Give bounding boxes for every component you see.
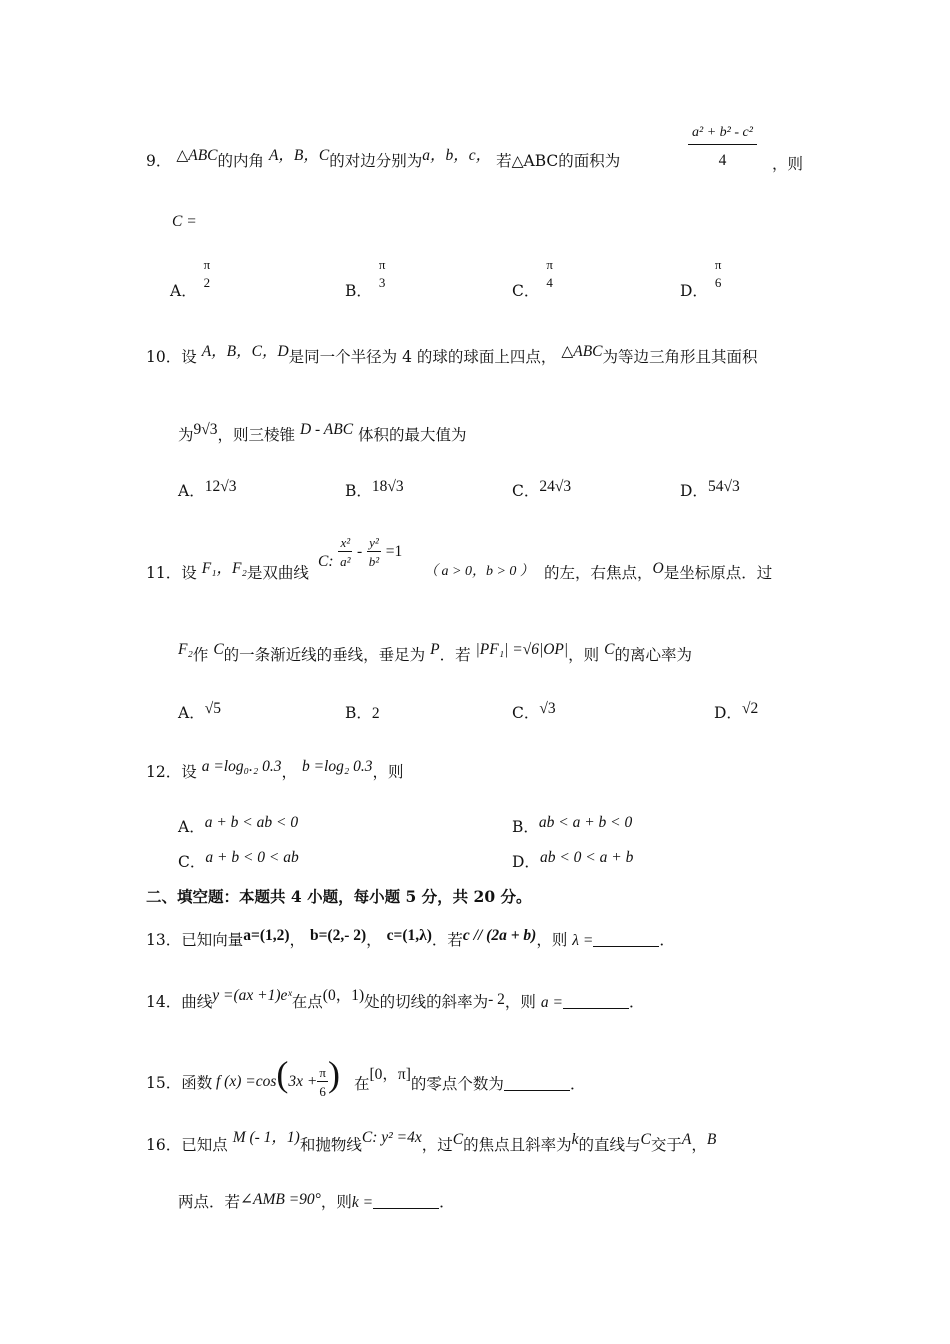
- text: 交于: [650, 1136, 682, 1154]
- text: ，则: [320, 1193, 352, 1211]
- option-label: D．: [680, 482, 708, 500]
- math: △ABC: [561, 343, 603, 360]
- q11-line-1-tail: [544, 560, 773, 582]
- math: 9√3: [193, 421, 218, 438]
- text: 设: [181, 564, 197, 582]
- fraction-numerator: a² + b² - c²: [688, 126, 757, 145]
- text: 的离心率为: [614, 646, 692, 664]
- text: ，则: [772, 155, 804, 173]
- text: ，: [691, 1136, 707, 1154]
- q10-option-c[interactable]: [512, 478, 572, 500]
- math: A: [681, 1131, 692, 1148]
- question-number: 12．: [146, 763, 182, 781]
- fraction-numerator: π: [546, 257, 553, 272]
- text: ，: [366, 931, 382, 949]
- answer-blank[interactable]: [563, 994, 629, 1009]
- math: y =(ax +1)eˣ: [212, 987, 292, 1004]
- option-label: A．: [178, 482, 205, 500]
- math: |PF₁| =√6|OP|: [475, 641, 569, 658]
- question-9-line-2: C =: [172, 213, 197, 230]
- math: -: [357, 543, 363, 560]
- text: ．若: [431, 931, 463, 949]
- q10-option-d[interactable]: [680, 478, 740, 500]
- q11-option-a[interactable]: [178, 700, 221, 722]
- fraction-denominator: 4: [718, 152, 727, 169]
- text: 的零点个数为: [410, 1075, 504, 1093]
- option-label: B．: [512, 818, 539, 836]
- q12-option-d[interactable]: [512, 849, 634, 871]
- text: 处的切线的斜率为: [364, 993, 489, 1011]
- math: k =: [351, 1194, 374, 1211]
- option-label: C．: [512, 482, 540, 500]
- text: ，: [289, 931, 306, 949]
- question-13: [146, 927, 675, 949]
- text: 两点．若: [178, 1193, 241, 1211]
- option-value: 2: [371, 705, 380, 722]
- question-10-line-1: [146, 343, 758, 366]
- option-value: 18√3: [371, 478, 404, 495]
- math: 3x +: [288, 1073, 318, 1090]
- answer-blank[interactable]: [593, 932, 659, 947]
- text: 已知向量: [181, 931, 244, 949]
- hyperbola-equation: [318, 536, 402, 568]
- math: c // (2a + b): [462, 927, 537, 944]
- question-number: 9．: [146, 152, 172, 170]
- text: ，则: [504, 993, 536, 1011]
- math: C: [213, 641, 224, 658]
- option-label: A．: [178, 704, 205, 722]
- question-15-start: [146, 1076, 212, 1092]
- question-10-line-2: [178, 421, 467, 444]
- question-number: 10．: [146, 348, 182, 366]
- math: b=(2,- 2): [309, 927, 367, 944]
- math: （ a > 0，b > 0 ）: [424, 564, 534, 579]
- text: ，: [281, 763, 297, 781]
- math: C: [604, 641, 615, 658]
- q9-option-b[interactable]: [345, 250, 387, 300]
- math: F₁，F₂: [201, 560, 247, 577]
- option-label: A．: [170, 281, 197, 300]
- left-paren: (: [276, 1054, 289, 1094]
- text: ，过: [421, 1136, 453, 1154]
- fraction-denominator: b²: [368, 554, 380, 569]
- text: ，则: [372, 763, 404, 781]
- option-value: √5: [204, 700, 221, 717]
- text: ，则: [568, 646, 600, 664]
- text: 的一条渐近线的垂线，垂足为: [223, 646, 426, 664]
- fraction-denominator: 6: [319, 1084, 326, 1099]
- math: λ =: [572, 932, 594, 949]
- option-label: C．: [512, 281, 540, 300]
- question-11-line-1: [146, 560, 309, 582]
- option-label: D．: [714, 704, 742, 722]
- option-value: a + b < ab < 0: [204, 814, 299, 831]
- fraction-denominator: 2: [203, 275, 211, 290]
- math: C: [640, 1131, 651, 1148]
- text: 在点: [291, 993, 323, 1011]
- option-value: ab < a + b < 0: [538, 814, 633, 831]
- math: c=(1,λ): [386, 927, 432, 944]
- fraction-numerator: π: [378, 257, 386, 272]
- text: ，则: [536, 931, 568, 949]
- math: (0，1): [322, 987, 365, 1004]
- option-label: B．: [345, 281, 372, 300]
- math: O: [652, 560, 664, 577]
- text: 作: [192, 646, 209, 664]
- text: 为等边三角形且其面积: [602, 348, 758, 366]
- text: 曲线: [181, 993, 213, 1011]
- math: k: [571, 1131, 579, 1148]
- text: 和抛物线: [299, 1136, 362, 1154]
- text: ．: [439, 1193, 455, 1211]
- q12-option-a[interactable]: [178, 814, 299, 836]
- section-heading: 二、填空题：本题共 4 小题，每小题 5 分，共 20 分。: [146, 887, 532, 906]
- fraction-denominator: 6: [714, 275, 722, 290]
- text: ．若: [439, 646, 471, 664]
- math: A，B，C，D: [201, 343, 289, 360]
- text: 已知点: [181, 1136, 228, 1154]
- answer-blank[interactable]: [373, 1194, 439, 1209]
- option-value: 54√3: [707, 478, 740, 495]
- text: 是坐标原点．过: [663, 564, 773, 582]
- text: 为: [178, 426, 194, 444]
- q11-option-b[interactable]: [345, 706, 380, 722]
- option-value: 12√3: [204, 478, 237, 495]
- fraction-numerator: y²: [369, 535, 379, 550]
- q11-option-d[interactable]: [714, 700, 759, 722]
- text: ．: [569, 1075, 586, 1093]
- math: C: y² =4x: [361, 1129, 422, 1146]
- text: 设: [181, 348, 197, 366]
- question-15-end: [354, 1066, 586, 1093]
- question-16-line-1: [146, 1129, 717, 1154]
- option-label: A．: [178, 818, 205, 836]
- math: a，b，c，: [422, 147, 492, 164]
- fraction-denominator: a²: [340, 554, 351, 569]
- math: f (x) =cos: [216, 1073, 277, 1090]
- question-number: 11．: [146, 564, 182, 582]
- math: [0，π]: [369, 1066, 411, 1083]
- math: F₂: [178, 641, 193, 658]
- option-label: B．: [345, 704, 372, 722]
- question-14: [146, 987, 645, 1011]
- option-label: C．: [178, 853, 206, 871]
- question-number: 16．: [146, 1136, 182, 1154]
- math: a =log₀.₂ 0.3: [201, 758, 282, 775]
- text: 体积的最大值为: [358, 426, 467, 444]
- math: D - ABC: [299, 421, 354, 438]
- math: A，B，C: [268, 147, 330, 164]
- question-16-line-2: [178, 1191, 455, 1211]
- option-value: ab < 0 < a + b: [539, 849, 634, 866]
- fraction-numerator: x²: [340, 535, 351, 550]
- text: 函数: [181, 1074, 213, 1092]
- math: △ABC: [176, 147, 218, 164]
- text: 在: [354, 1075, 370, 1093]
- q12-option-c[interactable]: [178, 849, 299, 871]
- text: 的左，右焦点，: [544, 564, 653, 582]
- q9-option-d[interactable]: [680, 250, 723, 300]
- fraction-numerator: π: [203, 257, 211, 272]
- math: a=(1,2): [243, 927, 290, 944]
- option-label: D．: [680, 281, 708, 300]
- answer-blank[interactable]: [504, 1076, 570, 1091]
- text: 是双曲线: [246, 564, 309, 582]
- fraction-denominator: 3: [378, 275, 386, 290]
- option-value: √2: [741, 700, 759, 717]
- text: 的对边分别为: [329, 152, 423, 170]
- text: 若△ABC的面积为: [496, 152, 621, 170]
- text: ．: [628, 993, 645, 1011]
- fraction-numerator: π: [714, 257, 722, 272]
- q10-option-b[interactable]: [345, 478, 404, 500]
- math: P: [430, 641, 440, 658]
- fraction-numerator: π: [319, 1065, 326, 1080]
- math: C: [452, 1131, 464, 1148]
- text: 的直线与: [578, 1136, 641, 1154]
- q10-option-a[interactable]: [178, 478, 237, 500]
- math: - 2: [488, 991, 505, 1008]
- option-value: a + b < 0 < ab: [205, 849, 299, 866]
- text: 是同一个半径为 4 的球的球面上四点，: [288, 348, 557, 366]
- question-12: [146, 758, 404, 781]
- text: 的焦点且斜率为: [463, 1136, 572, 1154]
- option-value: 24√3: [539, 478, 572, 495]
- option-label: D．: [512, 853, 540, 871]
- area-fraction: [688, 126, 757, 169]
- q9-option-c[interactable]: [512, 250, 555, 300]
- math: M (- 1，1): [232, 1129, 300, 1146]
- math: B: [706, 1131, 717, 1148]
- q11-condition: [424, 563, 534, 579]
- q9-option-a[interactable]: [170, 250, 212, 300]
- math: b =log₂ 0.3: [301, 758, 373, 775]
- math: =1: [385, 543, 403, 560]
- fraction-denominator: 4: [546, 275, 553, 290]
- question-11-line-2: [178, 641, 692, 664]
- q11-option-c[interactable]: [512, 700, 556, 722]
- text: 的内角: [217, 152, 265, 170]
- function-expression: [216, 1044, 340, 1099]
- math: C:: [318, 553, 334, 570]
- right-paren: ): [327, 1054, 340, 1094]
- math: a =: [540, 994, 563, 1011]
- option-value: √3: [539, 700, 556, 717]
- q12-option-b[interactable]: [512, 814, 633, 836]
- question-number: 14．: [146, 993, 182, 1011]
- text: ．: [659, 931, 675, 949]
- text: ，则三棱锥: [217, 426, 296, 444]
- option-label: C．: [512, 704, 540, 722]
- question-number: 13．: [146, 931, 182, 949]
- question-number: 15．: [146, 1074, 182, 1092]
- option-label: B．: [345, 482, 372, 500]
- math: ∠AMB =90°: [240, 1191, 321, 1208]
- text: 设: [181, 763, 197, 781]
- question-9-line-1: [146, 147, 621, 170]
